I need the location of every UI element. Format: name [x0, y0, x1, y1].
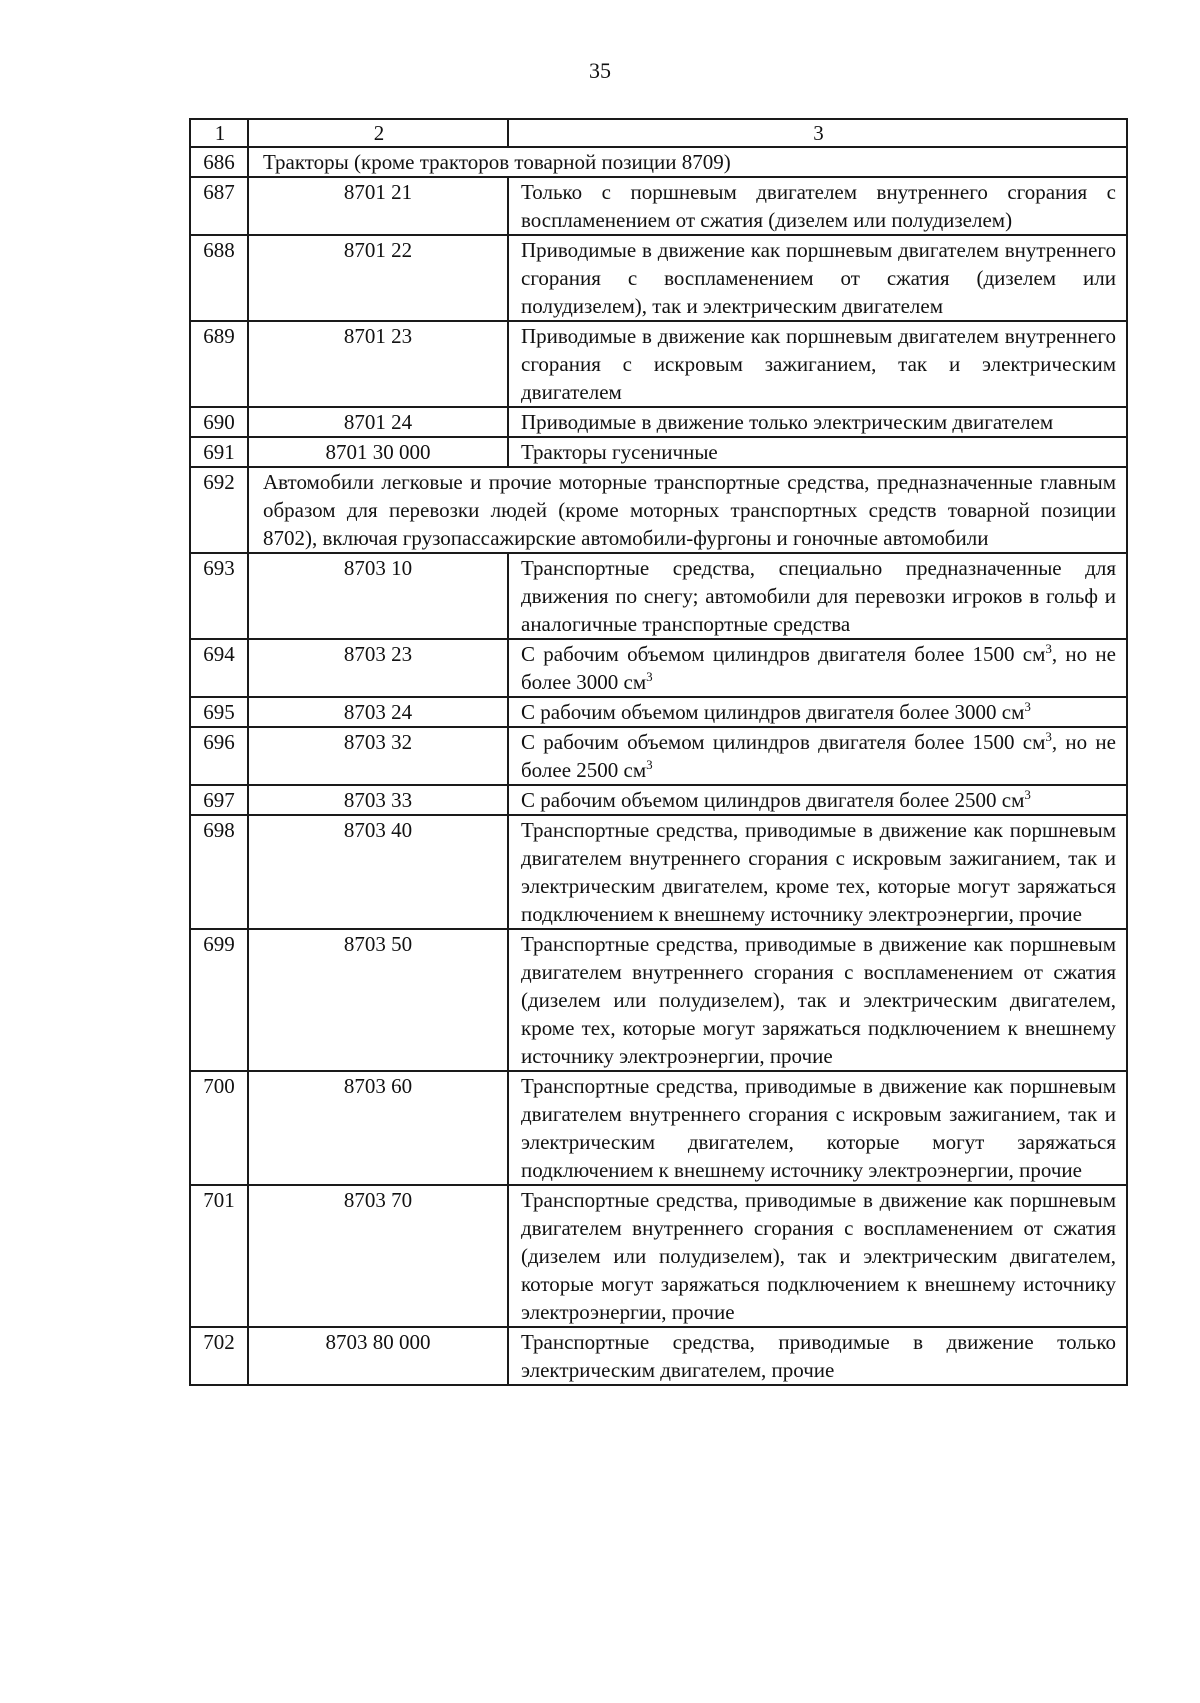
column-header-1: 1 — [190, 119, 248, 147]
row-number: 691 — [190, 437, 248, 467]
commodity-description: Тракторы гусеничные — [508, 437, 1127, 467]
table-body — [190, 119, 1127, 1385]
commodity-description: Транспортные средства, приводимые в движение только электрическим двигателем, прочие — [508, 1327, 1127, 1385]
commodity-description: Транспортные средства, приводимые в движение как поршневым двигателем внутреннего сгорания с воспламенением от сжатия (дизелем или полудизелем), так и электрическим двигателем, которые могут заряжаться подключением к внешнему источнику электроэнергии, прочие — [508, 1185, 1127, 1327]
row-number: 695 — [190, 697, 248, 727]
commodity-code: 8701 21 — [248, 177, 508, 235]
row-number: 696 — [190, 727, 248, 785]
row-number: 693 — [190, 553, 248, 639]
row-number: 687 — [190, 177, 248, 235]
commodity-description: Приводимые в движение как поршневым двигателем внутреннего сгорания с воспламенением от сжатия (дизелем или полудизелем), так и электрическим двигателем — [508, 235, 1127, 321]
row-number: 700 — [190, 1071, 248, 1185]
row-number: 692 — [190, 467, 248, 553]
commodity-code: 8701 24 — [248, 407, 508, 437]
commodity-code: 8703 10 — [248, 553, 508, 639]
commodity-code: 8703 40 — [248, 815, 508, 929]
row-number: 688 — [190, 235, 248, 321]
table-row — [190, 437, 1127, 467]
table-row — [190, 639, 1127, 697]
table-row — [190, 727, 1127, 785]
commodity-description: Транспортные средства, приводимые в движение как поршневым двигателем внутреннего сгорания с искровым зажиганием, так и электрическим двигателем, которые могут заряжаться подключением к внешнему источнику электроэнергии, прочие — [508, 1071, 1127, 1185]
commodity-code: 8703 70 — [248, 1185, 508, 1327]
row-number: 698 — [190, 815, 248, 929]
table-row — [190, 467, 1127, 553]
commodity-description: С рабочим объемом цилиндров двигателя более 1500 $см^3$, но не более 2500 $см^3$ — [508, 727, 1127, 785]
table-row — [190, 815, 1127, 929]
row-number: 689 — [190, 321, 248, 407]
row-number: 694 — [190, 639, 248, 697]
row-number: 701 — [190, 1185, 248, 1327]
group-heading: Тракторы (кроме тракторов товарной позиции 8709) — [248, 147, 1127, 177]
row-number: 699 — [190, 929, 248, 1071]
commodity-description: Приводимые в движение как поршневым двигателем внутреннего сгорания с искровым зажиганием, так и электрическим двигателем — [508, 321, 1127, 407]
row-number: 697 — [190, 785, 248, 815]
table-row — [190, 697, 1127, 727]
table-row — [190, 553, 1127, 639]
row-number: 690 — [190, 407, 248, 437]
table-row — [190, 1327, 1127, 1385]
page-number: 35 — [589, 58, 611, 83]
commodity-code: 8703 60 — [248, 1071, 508, 1185]
table-row — [190, 1071, 1127, 1185]
commodity-code: 8703 50 — [248, 929, 508, 1071]
commodity-description: Транспортные средства, специально предназначенные для движения по снегу; автомобили для перевозки игроков в гольф и аналогичные транспортные средства — [508, 553, 1127, 639]
commodity-code: 8703 24 — [248, 697, 508, 727]
commodity-description: С рабочим объемом цилиндров двигателя более 3000 $см^3$ — [508, 697, 1127, 727]
table-row — [190, 147, 1127, 177]
commodity-description: С рабочим объемом цилиндров двигателя более 1500 $см^3$, но не более 3000 $см^3$ — [508, 639, 1127, 697]
commodity-description: С рабочим объемом цилиндров двигателя более 2500 $см^3$ — [508, 785, 1127, 815]
commodity-code: 8701 30 000 — [248, 437, 508, 467]
table-row — [190, 177, 1127, 235]
table-header-row — [190, 119, 1127, 147]
table-row — [190, 785, 1127, 815]
table-row — [190, 321, 1127, 407]
column-header-3: 3 — [508, 119, 1127, 147]
commodity-code: 8703 32 — [248, 727, 508, 785]
commodity-code: 8703 80 000 — [248, 1327, 508, 1385]
commodity-code: 8703 23 — [248, 639, 508, 697]
tariff-table — [189, 118, 1128, 1386]
group-heading: Автомобили легковые и прочие моторные транспортные средства, предназначенные главным образом для перевозки людей (кроме моторных транспортных средств товарной позиции 8702), включая грузопассажирские автомобили-фургоны и гоночные автомобили — [248, 467, 1127, 553]
table-row — [190, 235, 1127, 321]
row-number: 686 — [190, 147, 248, 177]
commodity-description: Транспортные средства, приводимые в движение как поршневым двигателем внутреннего сгорания с воспламенением от сжатия (дизелем или полудизелем), так и электрическим двигателем, кроме тех, которые могут заряжаться подключением к внешнему источнику электроэнергии, прочие — [508, 929, 1127, 1071]
row-number: 702 — [190, 1327, 248, 1385]
table-row — [190, 929, 1127, 1071]
commodity-code: 8701 23 — [248, 321, 508, 407]
commodity-code: 8701 22 — [248, 235, 508, 321]
column-header-2: 2 — [248, 119, 508, 147]
table-row — [190, 1185, 1127, 1327]
commodity-code: 8703 33 — [248, 785, 508, 815]
commodity-description: Только с поршневым двигателем внутреннего сгорания с воспламенением от сжатия (дизелем или полудизелем) — [508, 177, 1127, 235]
commodity-description: Транспортные средства, приводимые в движение как поршневым двигателем внутреннего сгорания с искровым зажиганием, так и электрическим двигателем, кроме тех, которые могут заряжаться подключением к внешнему источнику электроэнергии, прочие — [508, 815, 1127, 929]
commodity-description: Приводимые в движение только электрическим двигателем — [508, 407, 1127, 437]
table-row — [190, 407, 1127, 437]
